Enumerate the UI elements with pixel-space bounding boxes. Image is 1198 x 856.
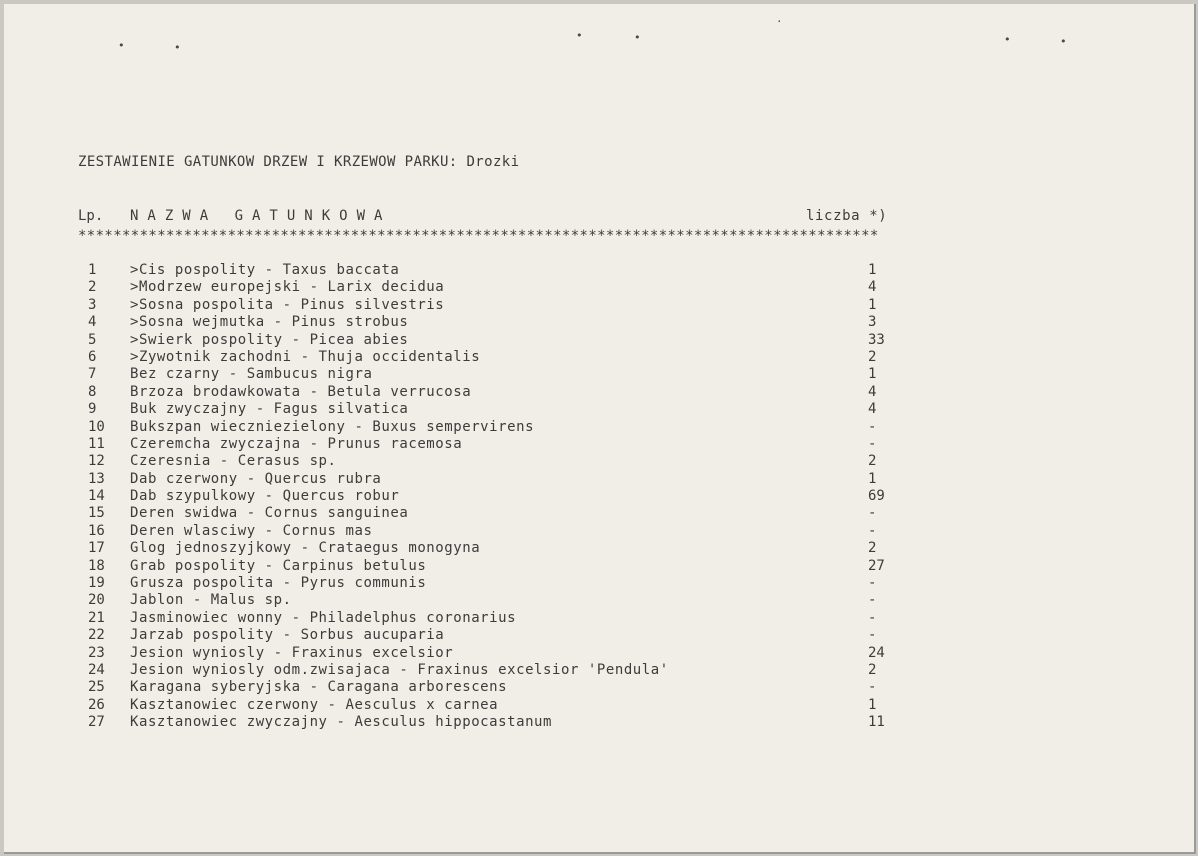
species-count: 1 — [868, 296, 877, 313]
species-count: 2 — [868, 661, 877, 678]
species-count: - — [868, 609, 877, 626]
species-count: - — [868, 575, 877, 592]
species-count: 2 — [868, 453, 877, 470]
paper-speck: • — [1060, 35, 1067, 48]
species-count: 1 — [868, 696, 877, 713]
species-count: - — [868, 627, 877, 644]
table-row — [4, 314, 1004, 331]
row-number: 13 — [88, 470, 105, 487]
row-number: 11 — [88, 435, 105, 452]
row-number: 1 — [88, 262, 97, 278]
species-name: Buk zwyczajny - Fagus silvatica — [130, 401, 409, 418]
table-row — [4, 366, 1004, 383]
species-name: Jablon - Malus sp. — [130, 592, 292, 609]
species-count: 4 — [868, 279, 877, 296]
document-page — [4, 4, 1196, 854]
table-row — [4, 505, 1004, 522]
paper-speck: • — [576, 29, 583, 42]
species-count: 24 — [868, 644, 885, 661]
species-name: Glog jednoszyjkowy - Crataegus monogyna — [130, 540, 481, 557]
species-name: >Swierk pospolity - Picea abies — [130, 331, 409, 348]
table-row — [4, 540, 1004, 557]
row-number: 15 — [88, 505, 105, 522]
row-number: 18 — [88, 557, 105, 574]
row-number: 21 — [88, 609, 105, 626]
species-count: - — [868, 592, 877, 609]
species-count: 33 — [868, 331, 885, 348]
species-name: Czeremcha zwyczajna - Prunus racemosa — [130, 435, 463, 452]
species-name: >Zywotnik zachodni - Thuja occidentalis — [130, 348, 481, 365]
table-row — [4, 262, 1004, 279]
table-row — [4, 592, 1004, 609]
species-name: >Cis pospolity - Taxus baccata — [130, 262, 400, 278]
asterisk-separator: ******************************************************************************************* — [78, 228, 879, 244]
row-number: 10 — [88, 418, 105, 435]
species-name: Kasztanowiec zwyczajny - Aesculus hippocastanum — [130, 714, 552, 731]
table-row — [4, 662, 1004, 679]
species-count: 1 — [868, 470, 877, 487]
header-lp: Lp. — [78, 208, 104, 224]
species-table — [4, 262, 1004, 732]
table-row — [4, 523, 1004, 540]
species-name: Jesion wyniosly odm.zwisajaca - Fraxinus excelsior 'Pendula' — [130, 661, 669, 678]
table-row — [4, 610, 1004, 627]
species-name: Jesion wyniosly - Fraxinus excelsior — [130, 644, 454, 661]
row-number: 26 — [88, 696, 105, 713]
row-number: 17 — [88, 540, 105, 557]
table-row — [4, 401, 1004, 418]
paper-speck: • — [118, 39, 125, 52]
species-name: >Sosna pospolita - Pinus silvestris — [130, 296, 445, 313]
species-name: Dab szypulkowy - Quercus robur — [130, 488, 400, 505]
row-number: 24 — [88, 661, 105, 678]
species-count: 27 — [868, 557, 885, 574]
row-number: 3 — [88, 296, 97, 313]
table-row — [4, 436, 1004, 453]
species-name: Grab pospolity - Carpinus betulus — [130, 557, 427, 574]
species-name: Kasztanowiec czerwony - Aesculus x carnea — [130, 696, 499, 713]
species-count: 2 — [868, 540, 877, 557]
table-row — [4, 279, 1004, 296]
row-number: 9 — [88, 401, 97, 418]
species-count: 4 — [868, 401, 877, 418]
species-count: - — [868, 505, 877, 522]
species-name: Czeresnia - Cerasus sp. — [130, 453, 337, 470]
species-count: 1 — [868, 262, 877, 278]
row-number: 4 — [88, 314, 97, 331]
row-number: 2 — [88, 279, 97, 296]
species-count: - — [868, 522, 877, 539]
species-name: Karagana syberyjska - Caragana arborescens — [130, 679, 508, 696]
table-row — [4, 645, 1004, 662]
row-number: 12 — [88, 453, 105, 470]
species-name: Grusza pospolita - Pyrus communis — [130, 575, 427, 592]
species-count: - — [868, 418, 877, 435]
table-row — [4, 558, 1004, 575]
table-row — [4, 471, 1004, 488]
paper-speck: • — [1004, 33, 1011, 46]
species-name: Brzoza brodawkowata - Betula verrucosa — [130, 383, 472, 400]
species-count: 2 — [868, 348, 877, 365]
row-number: 22 — [88, 627, 105, 644]
document-title: ZESTAWIENIE GATUNKOW DRZEW I KRZEWOW PARKU: Drozki — [78, 154, 520, 170]
table-row — [4, 488, 1004, 505]
species-name: >Sosna wejmutka - Pinus strobus — [130, 314, 409, 331]
species-name: >Modrzew europejski - Larix decidua — [130, 279, 445, 296]
species-name: Bez czarny - Sambucus nigra — [130, 366, 373, 383]
species-count: 1 — [868, 366, 877, 383]
table-row — [4, 453, 1004, 470]
row-number: 8 — [88, 383, 97, 400]
species-count: 69 — [868, 488, 885, 505]
row-number: 25 — [88, 679, 105, 696]
paper-speck: • — [174, 41, 181, 54]
row-number: 23 — [88, 644, 105, 661]
table-row — [4, 419, 1004, 436]
row-number: 16 — [88, 522, 105, 539]
species-count: 3 — [868, 314, 877, 331]
species-name: Deren swidwa - Cornus sanguinea — [130, 505, 409, 522]
paper-speck: • — [634, 31, 641, 44]
species-count: - — [868, 679, 877, 696]
species-name: Jarzab pospolity - Sorbus aucuparia — [130, 627, 445, 644]
species-name: Jasminowiec wonny - Philadelphus coronarius — [130, 609, 517, 626]
species-name: Dab czerwony - Quercus rubra — [130, 470, 382, 487]
species-name: Deren wlasciwy - Cornus mas — [130, 522, 373, 539]
table-row — [4, 697, 1004, 714]
row-number: 27 — [88, 714, 105, 731]
table-row — [4, 679, 1004, 696]
table-row — [4, 332, 1004, 349]
table-row — [4, 627, 1004, 644]
header-species-name: NAZWA GATUNKOWA — [130, 208, 392, 224]
row-number: 5 — [88, 331, 97, 348]
species-count: 4 — [868, 383, 877, 400]
table-row — [4, 575, 1004, 592]
species-name: Bukszpan wieczniezielony - Buxus sempervirens — [130, 418, 535, 435]
row-number: 6 — [88, 348, 97, 365]
table-row — [4, 714, 1004, 731]
species-count: 11 — [868, 714, 885, 731]
table-row — [4, 384, 1004, 401]
row-number: 7 — [88, 366, 97, 383]
header-count: liczba *) — [806, 208, 888, 224]
table-row — [4, 349, 1004, 366]
table-row — [4, 297, 1004, 314]
row-number: 14 — [88, 488, 105, 505]
row-number: 19 — [88, 575, 105, 592]
species-count: - — [868, 435, 877, 452]
paper-speck: · — [776, 15, 783, 28]
row-number: 20 — [88, 592, 105, 609]
